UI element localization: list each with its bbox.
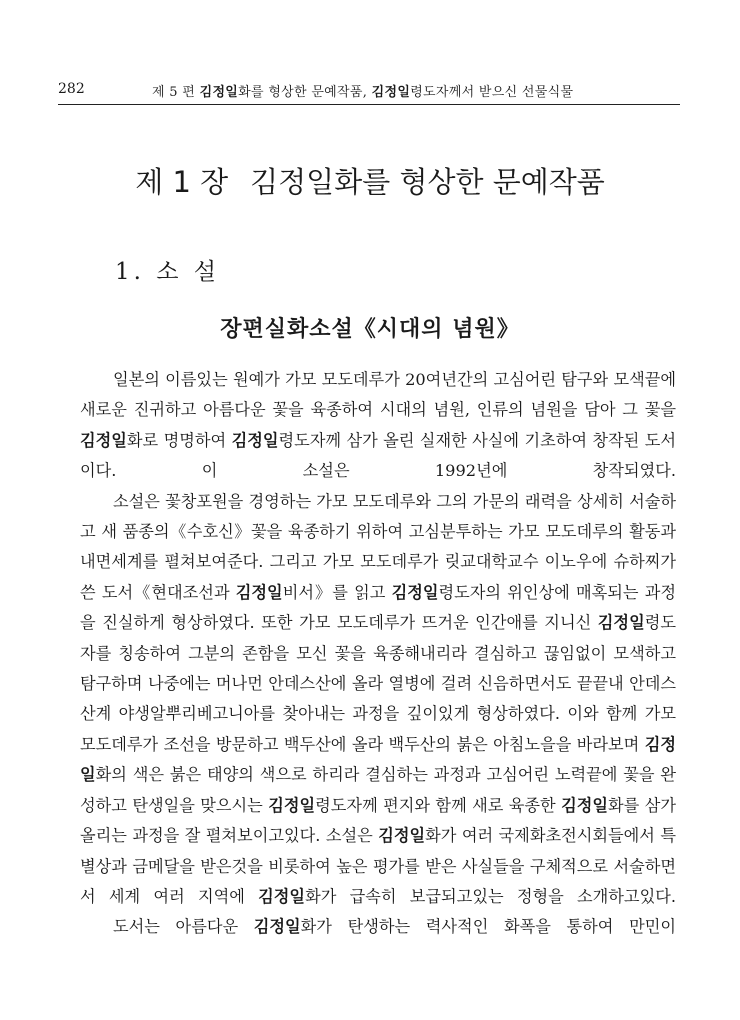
text-run: 화를 삼가 올리는 과정을 잘 펼쳐보이고있다. 소설은 [80,795,676,846]
chapter-number: 제 1 장 [135,165,229,199]
text-run: 도서는 아름다운 [113,917,254,937]
text-run: 령도자를 칭송하여 그분의 존함을 모신 꽃을 육종해내리라 결심하고 끊임없이 모색하고 탐구하며 나중에는 머나먼 안데스산에 올라 열병에 걸려 신음하면서도 끝끝내 안데스산계 야생알뿌리베고니아를 찾아내는 과정을 깊이있게 형상하였다. 이와 함께 가모 모도데루가 조선을 방문하고 백두산에 올라 백두산의 붉은 아침노을을 바라보며 [80,613,676,754]
bold-name-run: 김정일 [391,582,439,602]
text-run: 화가 급속히 보급되고있는 정형을 소개하고있다. [305,886,676,906]
paragraph [80,487,676,913]
bold-name-run: 김정일 [268,795,316,815]
bold-name-run: 김정일 [378,826,426,846]
text-run: 화로 명명하여 [126,430,232,450]
running-head-part: 제 5 편 [152,85,200,100]
text-run: 령도자께 편지와 함께 새로 육종한 [315,795,562,815]
bold-name-run: 김정일 [253,917,301,937]
bold-name-run: 김정일 [258,886,306,906]
section-heading: 1. 소 설 [115,259,221,285]
bold-name-run: 김정일 [80,734,676,785]
text-run: 화가 탄생하는 력사적인 화폭을 통하여 만민이 [300,917,676,937]
bold-name-run: 김정일 [235,582,283,602]
running-head-part: 김정일 [371,85,411,100]
body-text [80,365,676,943]
text-run: 령도자의 위인상에 매혹되는 과정을 진실하게 형상하였다. 또한 가모 모도데루가 뜨거운 인간애를 지니신 [80,582,677,633]
chapter-title: 김정일화를 형상한 문예작품 [250,165,605,199]
text-run: 령도자께 삼가 올린 실재한 사실에 기초하여 창작된 도서이다. 이 소설은 1992년에 창작되였다. [80,430,676,481]
running-header [58,78,680,105]
bold-name-run: 김정일 [231,430,279,450]
bold-name-run: 김정일 [597,613,645,633]
running-head-part: 화를 형상한 문예작품, [238,85,372,100]
text-run: 화가 여러 국제화초전시회들에서 특별상과 금메달을 받은것을 비롯하여 높은 평가를 받은 사실들을 구체적으로 서술하면서 세계 여러 지역에 [80,826,676,906]
paragraph [80,365,676,487]
running-head-part: 김정일 [199,85,239,100]
page-number: 282 [58,81,85,97]
chapter-heading [0,160,740,201]
text-run: 소설은 꽃창포원을 경영하는 가모 모도데루와 그의 가문의 래력을 상세히 서술하고 새 품종의《수호신》꽃을 육종하기 위하여 고심분투하는 가모 모도데루의 활동과 내면세계를 펼쳐보여준다. 그리고 가모 모도데루가 릿교대학교수 이노우에 슈하찌가 쓴 도서《현대조선과 [80,491,676,602]
bold-name-run: 김정일 [80,430,127,450]
bold-name-run: 김정일 [561,795,609,815]
paragraph [80,912,676,942]
text-run: 일본의 이름있는 원예가 가모 모도데루가 20여년간의 고심어린 탐구와 모색끝에 새로운 진귀하고 아름다운 꽃을 육종하여 시대의 념원, 인류의 념원을 담아 그 꽃을 [80,370,676,420]
running-head [152,81,573,100]
text-run: 화의 색은 붉은 태양의 색으로 하리라 결심하는 과정과 고심어린 노력끝에 꽃을 완성하고 탄생일을 맞으시는 [80,765,676,815]
text-run: 비서》를 읽고 [282,582,392,602]
work-title: 장편실화소설《시대의 념원》 [220,316,520,342]
running-head-part: 령도자께서 받으신 선물식물 [410,85,574,100]
